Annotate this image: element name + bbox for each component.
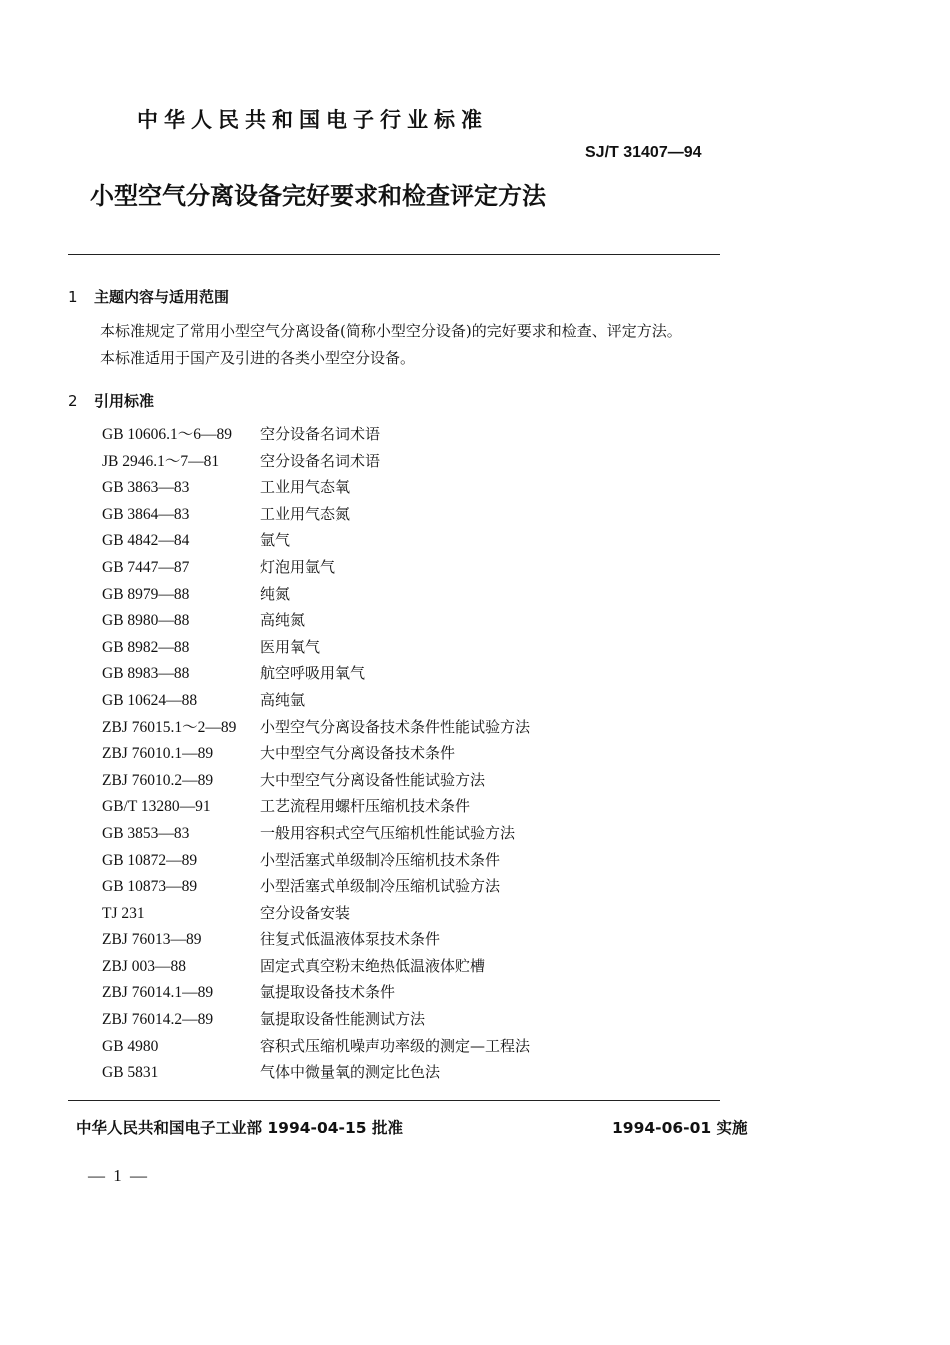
reference-list [102, 424, 530, 1089]
reference-code: GB 7447—87 [102, 558, 190, 576]
reference-name: 小型活塞式单级制冷压缩机技术条件 [260, 850, 501, 869]
reference-name: 高纯氩 [260, 690, 306, 709]
reference-code: TJ 231 [102, 904, 145, 922]
reference-item [102, 530, 530, 557]
approval-line: 中华人民共和国电子工业部 1994-04-15 批准 [76, 1119, 403, 1137]
reference-item [102, 504, 530, 531]
reference-name: 往复式低温液体泵技术条件 [260, 930, 441, 949]
reference-code: ZBJ 76010.2—89 [102, 771, 214, 789]
standard-code: SJ/T 31407—94 [585, 144, 702, 161]
issuing-authority: 中华人民共和国电子行业标准 [137, 108, 488, 132]
reference-code: GB 10873—89 [102, 878, 198, 896]
reference-name: 医用氧气 [260, 637, 321, 656]
section-1-number: 1 [68, 288, 78, 306]
reference-name: 空分设备安装 [260, 903, 351, 922]
reference-name: 小型活塞式单级制冷压缩机试验方法 [260, 877, 501, 896]
reference-item [102, 796, 530, 823]
reference-name: 纯氮 [260, 584, 291, 603]
reference-item [102, 876, 530, 903]
page-number: — 1 — [88, 1166, 149, 1185]
reference-item [102, 451, 530, 478]
reference-code: GB 10624—88 [102, 691, 198, 709]
reference-code: GB 3853—83 [102, 824, 190, 842]
reference-code: GB 10872—89 [102, 851, 198, 869]
section-1-paragraph-1: 本标准规定了常用小型空气分离设备(简称小型空分设备)的完好要求和检查、评定方法。 [100, 322, 682, 340]
reference-item [102, 637, 530, 664]
reference-code: ZBJ 76014.2—89 [102, 1011, 214, 1029]
reference-code: GB 8979—88 [102, 585, 190, 603]
reference-item [102, 770, 530, 797]
reference-code: GB 4980 [102, 1037, 159, 1055]
reference-item [102, 477, 530, 504]
reference-code: GB 3863—83 [102, 479, 190, 497]
reference-name: 空分设备名词术语 [260, 451, 381, 470]
reference-code: GB 8982—88 [102, 638, 190, 656]
bottom-divider [68, 1100, 720, 1101]
reference-name: 小型空气分离设备技术条件性能试验方法 [260, 717, 531, 736]
reference-name: 工业用气态氧 [260, 478, 351, 497]
reference-name: 氩气 [260, 531, 291, 550]
reference-name: 固定式真空粉末绝热低温液体贮槽 [260, 956, 486, 975]
reference-item [102, 1009, 530, 1036]
reference-item [102, 850, 530, 877]
reference-name: 氩提取设备技术条件 [260, 983, 396, 1002]
reference-code: ZBJ 76015.1～2—89 [102, 718, 237, 736]
reference-code: GB 4842—84 [102, 532, 190, 550]
section-2-title: 引用标准 [94, 392, 155, 410]
section-2-number: 2 [68, 392, 78, 410]
reference-name: 一般用容积式空气压缩机性能试验方法 [260, 823, 516, 842]
reference-item [102, 1036, 530, 1063]
reference-code: ZBJ 003—88 [102, 957, 186, 975]
reference-name: 气体中微量氧的测定比色法 [260, 1063, 441, 1082]
reference-item [102, 903, 530, 930]
top-divider [68, 254, 720, 255]
reference-item [102, 424, 530, 451]
section-1-heading [68, 286, 229, 307]
reference-code: ZBJ 76013—89 [102, 931, 202, 949]
reference-name: 工艺流程用螺杆压缩机技术条件 [260, 797, 471, 816]
reference-item [102, 823, 530, 850]
reference-code: GB 10606.1～6—89 [102, 426, 233, 443]
reference-name: 工业用气态氮 [260, 504, 351, 523]
section-1-paragraph-2: 本标准适用于国产及引进的各类小型空分设备。 [100, 349, 416, 367]
section-2-heading [68, 390, 154, 411]
reference-item [102, 690, 530, 717]
reference-name: 灯泡用氩气 [260, 557, 336, 576]
reference-item [102, 717, 530, 744]
reference-item [102, 956, 530, 983]
reference-code: GB 8983—88 [102, 665, 190, 683]
reference-item [102, 610, 530, 637]
reference-name: 氩提取设备性能测试方法 [260, 1010, 426, 1029]
reference-name: 航空呼吸用氧气 [260, 664, 366, 683]
reference-code: ZBJ 76014.1—89 [102, 984, 214, 1002]
section-1-title: 主题内容与适用范围 [94, 288, 230, 306]
reference-name: 大中型空气分离设备技术条件 [260, 744, 456, 763]
reference-name: 容积式压缩机噪声功率级的测定—工程法 [260, 1036, 531, 1055]
reference-item [102, 557, 530, 584]
reference-name: 大中型空气分离设备性能试验方法 [260, 770, 486, 789]
reference-code: GB 5831 [102, 1064, 159, 1082]
reference-item [102, 929, 530, 956]
reference-item [102, 584, 530, 611]
reference-item [102, 663, 530, 690]
reference-code: GB 8980—88 [102, 612, 190, 630]
reference-item [102, 982, 530, 1009]
reference-name: 空分设备名词术语 [260, 425, 381, 443]
reference-code: GB/T 13280—91 [102, 798, 211, 816]
reference-name: 高纯氮 [260, 611, 306, 630]
reference-code: ZBJ 76010.1—89 [102, 745, 214, 763]
document-title: 小型空气分离设备完好要求和检查评定方法 [90, 182, 546, 210]
reference-item [102, 743, 530, 770]
reference-code: JB 2946.1～7—81 [102, 452, 220, 470]
reference-item [102, 1062, 530, 1089]
reference-code: GB 3864—83 [102, 505, 190, 523]
implementation-date: 1994-06-01 实施 [612, 1119, 748, 1137]
